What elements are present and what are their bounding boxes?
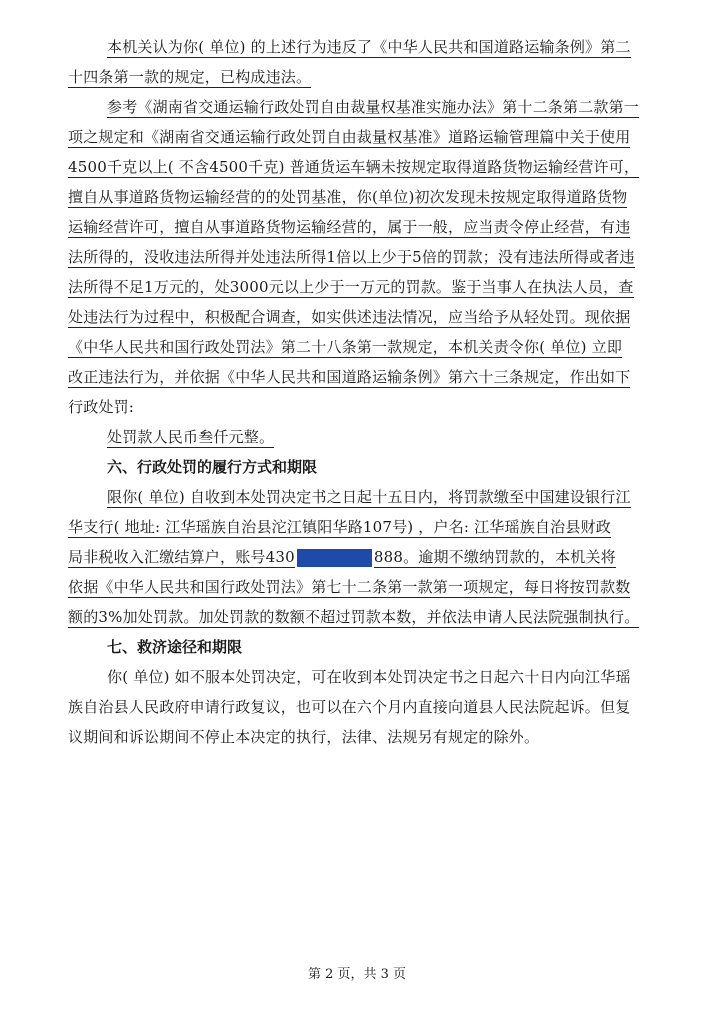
paragraph-line: 本机关认为你( 单位) 的上述行为违反了《中华人民共和国道路运输条例》第二 <box>107 38 631 56</box>
paragraph-line: 行政处罚: <box>68 398 135 416</box>
redacted-account-number <box>297 549 372 567</box>
penalty-text: 处罚款人民币叁仟元整。 <box>107 428 275 446</box>
paragraph-line: 法所得不足1万元的，处3000元以上少于一万元的罚款。鉴于当事人在执法人员，查 <box>68 278 634 296</box>
paragraph-line: 依据《中华人民共和国行政处罚法》第七十二条第一款第一项规定，每日将按罚款数 <box>68 578 631 596</box>
page-footer: 第 2 页，共 3 页 <box>307 967 407 982</box>
paragraph-line: 额的3%加处罚款。加处罚款的数额不超过罚款本数，并依法申请人民法院强制执行。 <box>68 608 640 626</box>
section-heading: 七、救济途径和期限 <box>107 638 243 656</box>
paragraph-line: 华支行( 地址: 江华瑶族自治县沱江镇阳华路107号) ，户名: 江华瑶族自治县财政 <box>68 518 611 536</box>
paragraph-line: 参考《湖南省交通运输行政处罚自由裁量权基准实施办法》第十二条第二款第一 <box>107 98 640 116</box>
paragraph-line: 法所得的，没收违法所得并处违法所得1倍以上少于5倍的罚款；没有违法所得或者违 <box>68 248 635 266</box>
paragraph-line: 项之规定和《湖南省交通运输行政处罚自由裁量权基准》道路运输管理篇中关于使用 <box>68 128 631 146</box>
paragraph-line: 改正违法行为，并依据《中华人民共和国道路运输条例》第六十三条规定，作出如下 <box>68 368 631 386</box>
paragraph-line: 局非税收入汇缴结算户，账号430 888。逾期不缴纳罚款的，本机关将 <box>68 548 616 566</box>
paragraph-line: 处违法行为过程中，积极配合调查，如实供述违法情况，应当给予从轻处罚。现依据 <box>68 308 631 326</box>
section-heading: 六、行政处罚的履行方式和期限 <box>107 458 318 476</box>
paragraph-line: 十四条第一款的规定，已构成违法。 <box>68 68 312 86</box>
paragraph-line: 族自治县人民政府申请行政复议，也可以在六个月内直接向道县人民法院起诉。但复 <box>68 698 631 716</box>
paragraph-line: 4500千克以上( 不含4500千克) 普通货运车辆未按规定取得道路货物运输经营许可， <box>68 158 640 176</box>
paragraph-line: 议期间和诉讼期间不停止本决定的执行，法律、法规另有规定的除外。 <box>68 728 540 746</box>
paragraph-line: 《中华人民共和国行政处罚法》第二十八条第一款规定，本机关责令你( 单位) 立即 <box>68 338 623 356</box>
paragraph-line: 运输经营许可，擅自从事道路货物运输经营的，属于一般，应当责令停止经营，有违 <box>68 218 631 236</box>
paragraph-line: 擅自从事道路货物运输经营的的处罚基准，你(单位)初次发现未按规定取得道路货物 <box>68 188 628 206</box>
paragraph-line: 限你( 单位) 自收到本处罚决定书之日起十五日内，将罚款缴至中国建设银行江 <box>107 488 631 506</box>
paragraph-line: 你( 单位) 如不服本处罚决定，可在收到本处罚决定书之日起六十日内向江华瑶 <box>107 668 631 686</box>
